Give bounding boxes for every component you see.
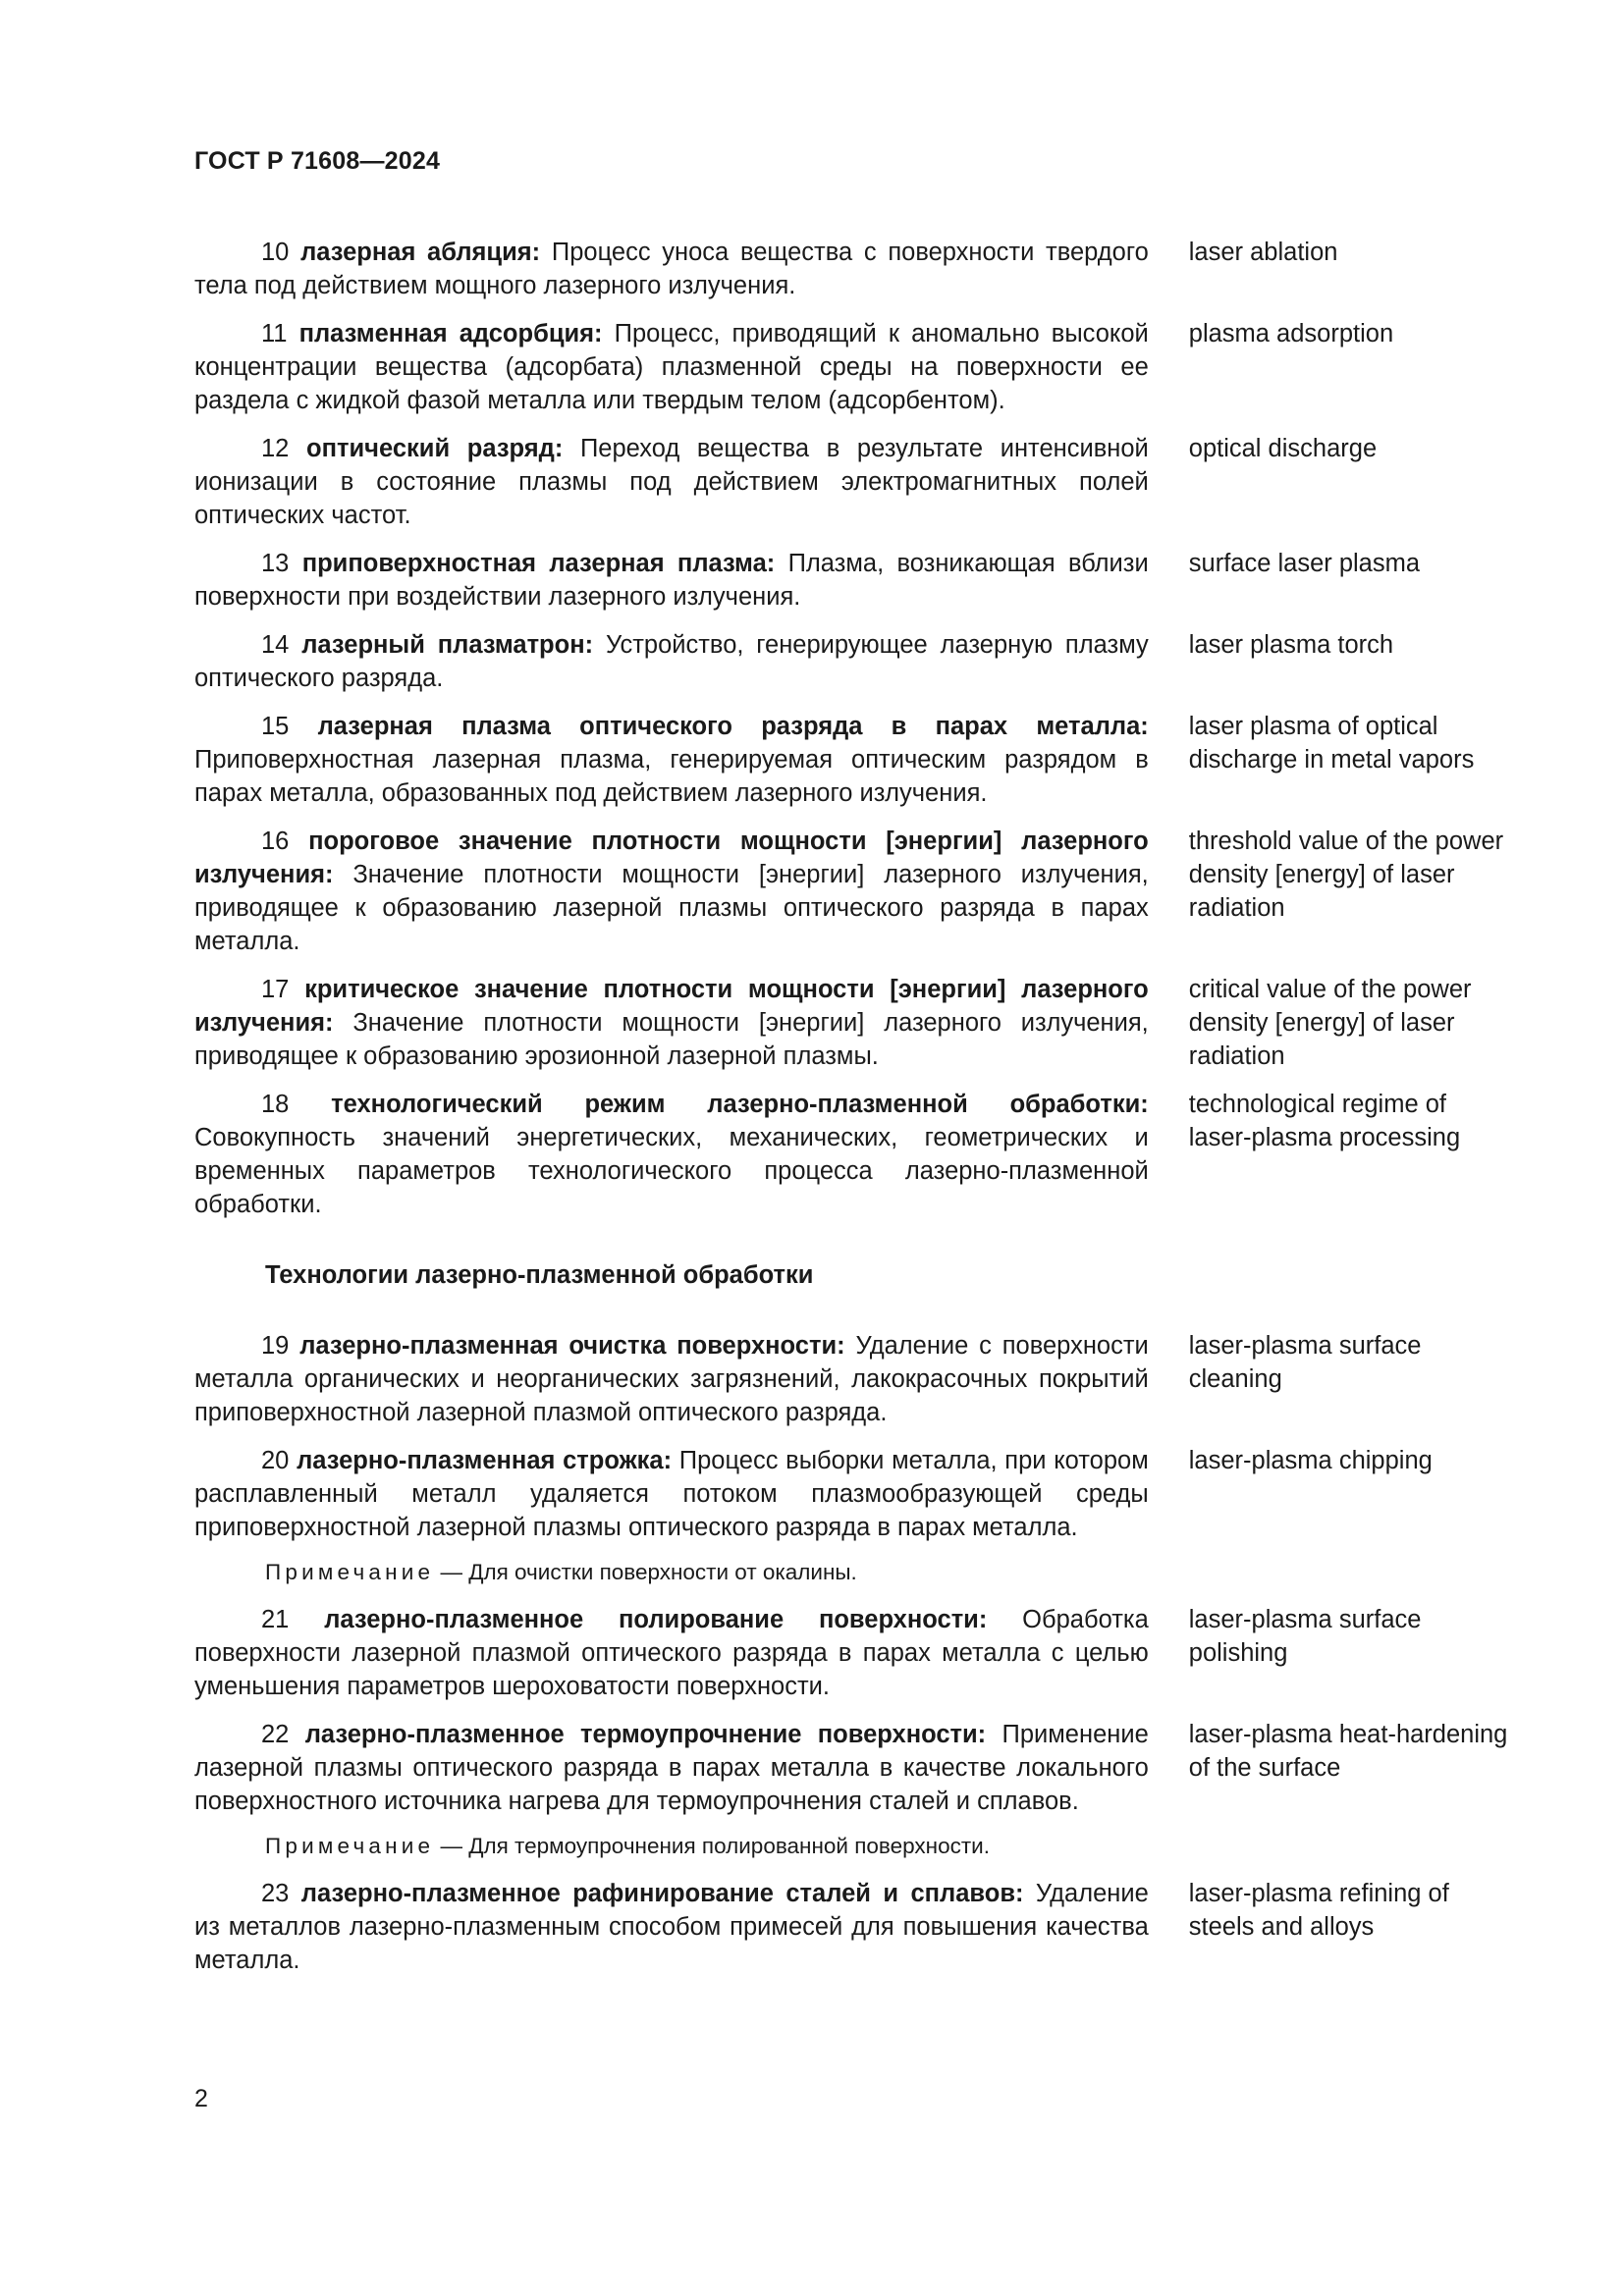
term-entry — [194, 317, 1510, 417]
term-entry — [194, 1088, 1510, 1221]
note-text: — Для термоупрочнения полированной поверхности. — [434, 1834, 990, 1858]
term-entry — [194, 973, 1510, 1073]
term-title: лазерно-плазменное полирование поверхности: — [324, 1606, 988, 1633]
terms-content — [194, 236, 1510, 1992]
term-definition: Процесс, приводящий к аномально высокой концентрации вещества (адсорбата) плазменной среды на поверхности ее раздела с жидкой фазой металла или твердым телом (адсорбентом). — [194, 320, 1149, 414]
term-en: threshold value of the power density [energy] of laser radiation — [1188, 828, 1504, 922]
term-ru: 14 лазерный плазматрон: Устройство, генерирующее лазерную плазму оптического разряда. — [194, 631, 1149, 692]
section-heading: Технологии лазерно-плазменной обработки — [265, 1261, 814, 1289]
note-label: Примечание — [265, 1834, 435, 1858]
term-entry — [194, 1718, 1510, 1818]
term-definition: Процесс выборки металла, при котором расплавленный металл удаляется потоком плазмообразующей среды приповерхностной лазерной плазмы оптического разряда в парах металла. — [194, 1447, 1149, 1541]
note-label: Примечание — [265, 1560, 435, 1584]
term-definition: Удаление с поверхности металла органических и неорганических загрязнений, лакокрасочных покрытий приповерхностной лазерной плазмой оптического разряда. — [194, 1332, 1149, 1426]
term-en: laser plasma of optical discharge in metal vapors — [1188, 713, 1475, 774]
term-en: laser-plasma surface polishing — [1188, 1606, 1422, 1667]
page-number: 2 — [194, 2085, 208, 2112]
term-ru: 10 лазерная абляция: Процесс уноса вещества с поверхности твердого тела под действием мощного лазерного излучения. — [194, 239, 1149, 299]
term-title: лазерная абляция: — [300, 239, 541, 266]
term-definition: Плазма, возникающая вблизи поверхности при воздействии лазерного излучения. — [194, 550, 1149, 611]
term-en: critical value of the power density [energy] of laser radiation — [1188, 976, 1472, 1070]
term-ru: 17 критическое значение плотности мощности [энергии] лазерного излучения: Значение плотности мощности [энергии] лазерного излучения, приводящее к образованию эрозионной лазерной плазмы. — [194, 976, 1149, 1070]
term-en: laser-plasma heat-hardening of the surface — [1188, 1721, 1508, 1782]
term-ru: 19 лазерно-плазменная очистка поверхности: Удаление с поверхности металла органических и неорганических загрязнений, лакокрасочных покрытий приповерхностной лазерной плазмой оптического разряда. — [194, 1332, 1149, 1426]
term-ru: 12 оптический разряд: Переход вещества в результате интенсивной ионизации в состояние плазмы под действием электромагнитных полей оптических частот. — [194, 435, 1149, 529]
term-en: surface laser plasma — [1188, 550, 1421, 577]
term-title: лазерно-плазменная строжка: — [297, 1447, 673, 1474]
term-en: laser-plasma surface cleaning — [1188, 1332, 1422, 1393]
term-title: лазерно-плазменное рафинирование сталей и сплавов: — [300, 1880, 1024, 1907]
term-en: technological regime of laser-plasma processing — [1188, 1091, 1461, 1151]
term-definition: Удаление из металлов лазерно-плазменным способом примесей для повышения качества металла. — [194, 1880, 1149, 1974]
term-definition: Устройство, генерирующее лазерную плазму оптического разряда. — [194, 631, 1149, 692]
term-title: оптический разряд: — [306, 435, 564, 462]
term-en: plasma adsorption — [1188, 320, 1394, 347]
term-definition: Процесс уноса вещества с поверхности твердого тела под действием мощного лазерного излучения. — [194, 239, 1149, 299]
term-entry — [194, 1603, 1510, 1703]
term-title: плазменная адсорбция: — [298, 320, 603, 347]
term-entry — [194, 1329, 1510, 1429]
term-entry — [194, 547, 1510, 614]
terms-group-b — [194, 1329, 1510, 1544]
term-title: лазерная плазма оптического разряда в парах металла: — [317, 713, 1149, 740]
term-ru: 11 плазменная адсорбция: Процесс, приводящий к аномально высокой концентрации вещества (адсорбата) плазменной среды на поверхности ее раздела с жидкой фазой металла или твердым телом (адсорбентом). — [194, 320, 1149, 414]
term-entry — [194, 236, 1510, 302]
term-title: лазерно-плазменное термоупрочнение поверхности: — [304, 1721, 987, 1748]
term-entry — [194, 825, 1510, 958]
term-ru: 21 лазерно-плазменное полирование поверхности: Обработка поверхности лазерной плазмой оптического разряда в парах металла с целью уменьшения параметров шероховатости поверхности. — [194, 1606, 1149, 1700]
term-ru: 13 приповерхностная лазерная плазма: Плазма, возникающая вблизи поверхности при воздействии лазерного излучения. — [194, 550, 1149, 611]
terms-group-a — [194, 236, 1510, 1221]
term-ru: 20 лазерно-плазменная строжка: Процесс выборки металла, при котором расплавленный металл удаляется потоком плазмообразующей среды приповерхностной лазерной плазмы оптического разряда в парах металла. — [194, 1447, 1149, 1541]
term-ru: 15 лазерная плазма оптического разряда в парах металла: Приповерхностная лазерная плазма, генерируемая оптическим разрядом в парах металла, образованных под действием лазерного излучения. — [194, 713, 1149, 807]
term-entry — [194, 1444, 1510, 1544]
term-en: laser plasma torch — [1188, 631, 1394, 659]
term-definition: Переход вещества в результате интенсивной ионизации в состояние плазмы под действием электромагнитных полей оптических частот. — [194, 435, 1149, 529]
note-text: — Для очистки поверхности от окалины. — [434, 1560, 857, 1584]
term-definition: Значение плотности мощности [энергии] лазерного излучения, приводящее к образованию лазерной плазмы оптического разряда в парах металла. — [194, 861, 1149, 955]
term-title: критическое значение плотности мощности [энергии] лазерного излучения: — [194, 976, 1149, 1037]
term-title: лазерный плазматрон: — [301, 631, 594, 659]
term-definition: Совокупность значений энергетических, механических, геометрических и временных параметров технологического процесса лазерно-плазменной обработки. — [194, 1124, 1149, 1218]
term-definition: Значение плотности мощности [энергии] лазерного излучения, приводящее к образованию эрозионной лазерной плазмы. — [194, 1009, 1149, 1070]
term-definition: Применение лазерной плазмы оптического разряда в парах металла в качестве локального поверхностного источника нагрева для термоупрочнения сталей и сплавов. — [194, 1721, 1149, 1815]
document-header: ГОСТ Р 71608—2024 — [194, 147, 441, 175]
note — [194, 1831, 1510, 1862]
term-en: laser ablation — [1188, 239, 1338, 266]
term-entry — [194, 628, 1510, 695]
term-ru: 23 лазерно-плазменное рафинирование сталей и сплавов: Удаление из металлов лазерно-плазменным способом примесей для повышения качества металла. — [194, 1880, 1149, 1974]
term-entry — [194, 710, 1510, 810]
term-entry — [194, 1877, 1510, 1977]
term-title: приповерхностная лазерная плазма: — [301, 550, 776, 577]
note — [194, 1557, 1510, 1588]
term-ru: 16 пороговое значение плотности мощности [энергии] лазерного излучения: Значение плотности мощности [энергии] лазерного излучения, приводящее к образованию лазерной плазмы оптического разряда в парах металла. — [194, 828, 1149, 955]
term-ru: 22 лазерно-плазменное термоупрочнение поверхности: Применение лазерной плазмы оптического разряда в парах металла в качестве локального поверхностного источника нагрева для термоупрочнения сталей и сплавов. — [194, 1721, 1149, 1815]
term-en: optical discharge — [1188, 435, 1378, 462]
term-title: технологический режим лазерно-плазменной обработки: — [331, 1091, 1149, 1118]
term-title: пороговое значение плотности мощности [энергии] лазерного излучения: — [194, 828, 1149, 888]
terms-group-c — [194, 1603, 1510, 1818]
term-en: laser-plasma chipping — [1188, 1447, 1433, 1474]
terms-group-d — [194, 1877, 1510, 1977]
term-definition: Обработка поверхности лазерной плазмой оптического разряда в парах металла с целью уменьшения параметров шероховатости поверхности. — [194, 1606, 1149, 1700]
term-title: лазерно-плазменная очистка поверхности: — [299, 1332, 845, 1360]
term-definition: Приповерхностная лазерная плазма, генерируемая оптическим разрядом в парах металла, образованных под действием лазерного излучения. — [194, 746, 1149, 807]
term-entry — [194, 432, 1510, 532]
term-ru: 18 технологический режим лазерно-плазменной обработки: Совокупность значений энергетических, механических, геометрических и временных параметров технологического процесса лазерно-плазменной обработки. — [194, 1091, 1149, 1218]
term-en: laser-plasma refining of steels and alloys — [1188, 1880, 1449, 1941]
